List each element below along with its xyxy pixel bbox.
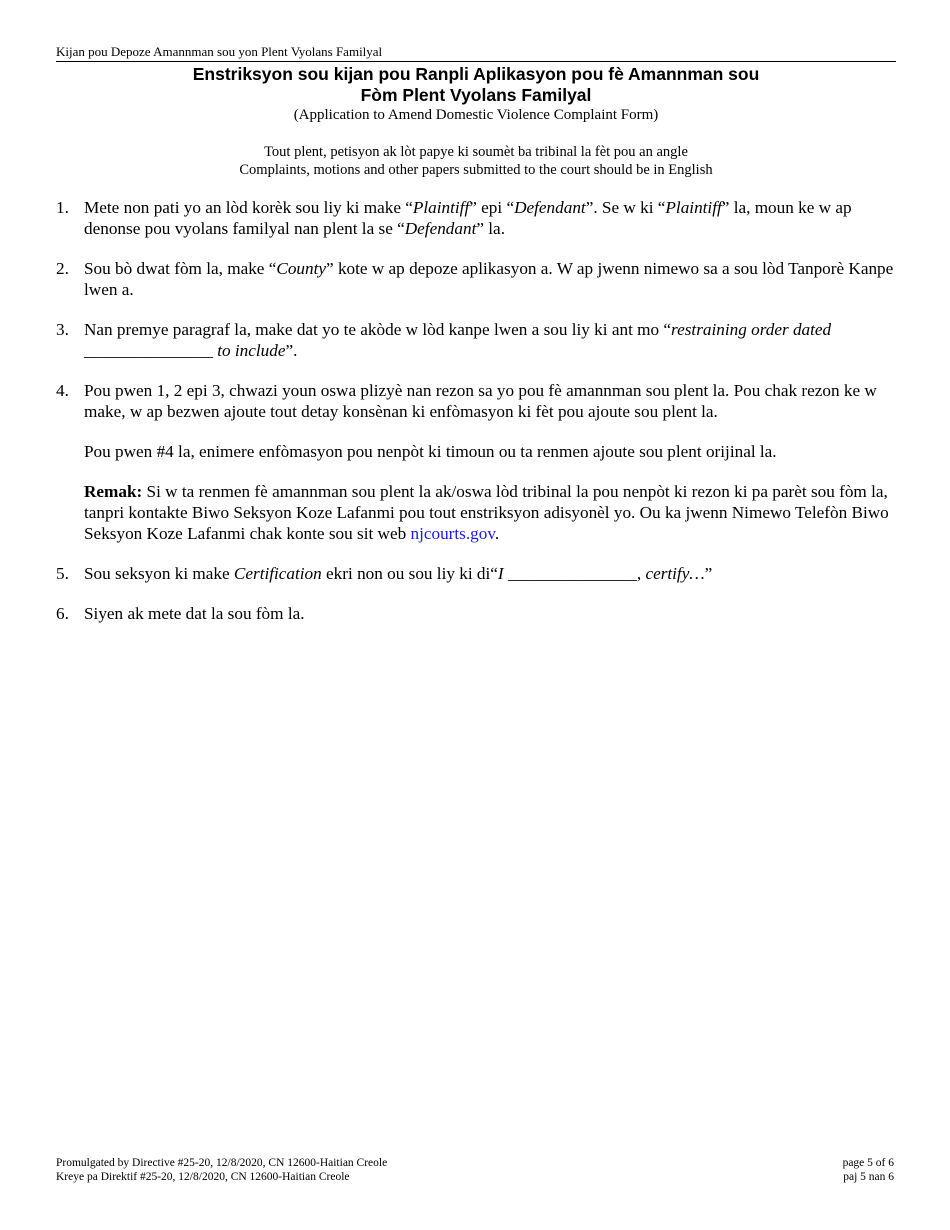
item-text: Nan premye paragraf la, make dat yo te akòde w lòd kanpe lwen a sou liy ki ant mo “restraining order dated _______________ to include”.: [84, 320, 832, 360]
page-title: [56, 64, 896, 106]
njcourts-link[interactable]: njcourts.gov: [410, 524, 495, 543]
item-number: 5.: [56, 564, 69, 583]
list-item-2: [56, 258, 896, 300]
item-text: Mete non pati yo an lòd korèk sou liy ki make “Plaintiff” epi “Defendant”. Se w ki “Plaintiff” la, moun ke w ap denonse pou vyolans familyal nan plent la se “Defendant” la.: [84, 198, 852, 238]
remark-label: Remak:: [84, 482, 143, 501]
item-text: Siyen ak mete dat la sou fòm la.: [84, 604, 305, 623]
list-item-4: [56, 380, 896, 422]
list-item-6: [56, 603, 896, 624]
item-number: 6.: [56, 604, 69, 623]
item-text: Sou bò dwat fòm la, make “County” kote w ap depoze aplikasyon a. W ap jwenn nimewo sa a sou lòd Tanporè Kanpe lwen a.: [84, 259, 894, 299]
list-item-3: [56, 319, 896, 361]
footer-left: [56, 1156, 387, 1184]
page-number-en: page 5 of 6: [842, 1157, 894, 1169]
list-item-5: [56, 563, 896, 584]
item-text: Pou pwen 1, 2 epi 3, chwazi youn oswa plizyè nan rezon sa yo pou fè amannman sou plent la. Pou chak rezon ke w make, w ap bezwen ajoute tout detay konsènan ki enfòmasyon ki fèt pou ajoute sou plent la.: [84, 381, 877, 421]
item-number: 2.: [56, 259, 69, 278]
remark-paragraph: Remak: Si w ta renmen fè amannman sou plent la ak/oswa lòd tribinal la pou nenpòt ki rezon ki pa parèt sou fòm la, tanpri kontakte Biwo Seksyon Koze Lafanmi pou tout enstriksyon adisyonèl yo. Ou ka jwenn Nimewo Telefòn Biwo Seksyon Koze Lafanmi chak konte sou sit web njcourts.gov.: [84, 482, 889, 543]
item-text: Sou seksyon ki make Certification ekri non ou sou liy ki di“I _______________, certify…”: [84, 564, 713, 583]
item-4-note: Pou pwen #4 la, enimere enfòmasyon pou nenpòt ki timoun ou ta renmen ajoute sou plent orijinal la.: [84, 442, 777, 461]
language-notice: [56, 143, 896, 179]
item-number: 4.: [56, 381, 69, 400]
title-line-1: Enstriksyon sou kijan pou Ranpli Aplikasyon pou fè Amannman sou: [192, 64, 760, 84]
notice-line-2: Complaints, motions and other papers submitted to the court should be in English: [239, 162, 713, 178]
instruction-list: [56, 197, 896, 643]
title-line-2: Fòm Plent Vyolans Familyal: [360, 85, 592, 105]
running-header: Kijan pou Depoze Amannman sou yon Plent Vyolans Familyal: [56, 44, 896, 62]
item-number: 3.: [56, 320, 69, 339]
page-number-ht: paj 5 nan 6: [843, 1171, 894, 1183]
list-item-1: [56, 197, 896, 239]
footer-promulgated: Promulgated by Directive #25-20, 12/8/2020, CN 12600-Haitian Creole: [56, 1157, 388, 1169]
item-number: 1.: [56, 198, 69, 217]
english-subtitle: (Application to Amend Domestic Violence Complaint Form): [293, 107, 659, 123]
notice-line-1: Tout plent, petisyon ak lòt papye ki soumèt ba tribinal la fèt pou an angle: [264, 144, 688, 160]
footer-kreye: Kreye pa Direktif #25-20, 12/8/2020, CN 12600-Haitian Creole: [56, 1171, 350, 1183]
footer-right: [843, 1156, 894, 1184]
